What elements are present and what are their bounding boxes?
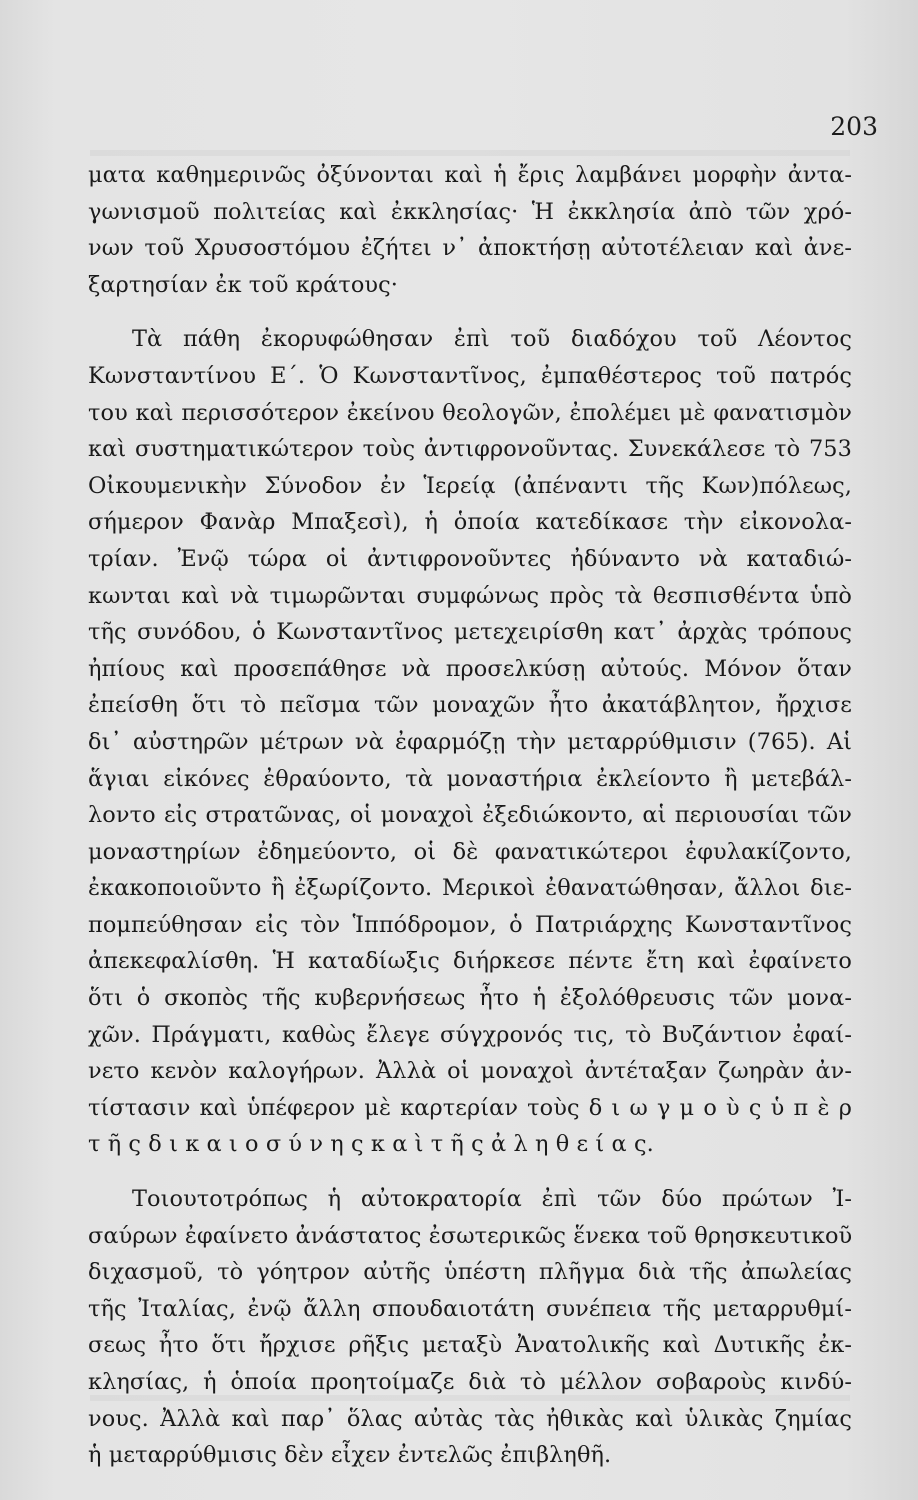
paragraph xyxy=(88,321,852,1163)
text-line: καὶ συστηματικώτερον τοὺς ἀντιφρονοῦντας. Συνεκάλεσε τὸ 753 xyxy=(88,436,852,463)
text-line: ξαρτησίαν ἐκ τοῦ κράτους· xyxy=(88,271,398,298)
body-text xyxy=(88,157,852,1474)
text-line: ἐπείσθη ὅτι τὸ πεῖσμα τῶν μοναχῶν ἦτο ἀκατάβλητον, ἤρχισε xyxy=(88,692,852,719)
text-line: διχασμοῦ, τὸ γόητρον αὐτῆς ὑπέστη πλῆγμα διὰ τῆς ἀπωλείας xyxy=(88,1259,852,1286)
text-line: Τοιουτοτρόπως ἡ αὐτοκρατορία ἐπὶ τῶν δύο πρώτων Ἰ- xyxy=(132,1186,852,1213)
text-line: Τὰ πάθη ἐκορυφώθησαν ἐπὶ τοῦ διαδόχου τοῦ Λέοντος xyxy=(132,326,852,353)
text-line: Οἰκουμενικὴν Σύνοδον ἐν Ἱερείᾳ (ἀπέναντι τῆς Κων)πόλεως, xyxy=(88,472,852,499)
text-line: σαύρων ἐφαίνετο ἀνάστατος ἐσωτερικῶς ἕνεκα τοῦ θρησκευτικοῦ xyxy=(88,1222,853,1249)
text-line: του καὶ περισσότερον ἐκείνου θεολογῶν, ἐπολέμει μὲ φανατισμὸν xyxy=(88,399,852,426)
text-line: ὅτι ὁ σκοπὸς τῆς κυβερνήσεως ἦτο ἡ ἐξολόθρευσις τῶν μονα- xyxy=(88,985,852,1012)
text-line: σήμερον Φανὰρ Μπαξεσὶ), ἡ ὁποία κατεδίκασε τὴν εἰκονολα- xyxy=(88,509,852,536)
text-line: ἠπίους καὶ προσεπάθησε νὰ προσελκύσῃ αὐτούς. Μόνον ὅταν xyxy=(88,655,852,682)
text-line: χῶν. Πράγματι, καθὼς ἔλεγε σύγχρονός τις, τὸ Βυζάντιον ἐφαί- xyxy=(88,1021,852,1048)
text-line: τῆς συνόδου, ὁ Κωνσταντῖνος μετεχειρίσθη κατ᾿ ἀρχὰς τρόπους xyxy=(88,619,852,646)
text-line: νους. Ἀλλὰ καὶ παρ᾿ ὅλας αὐτὰς τὰς ἠθικὰς καὶ ὑλικὰς ζημίας xyxy=(88,1405,852,1432)
text-line: λοντο εἰς στρατῶνας, οἱ μοναχοὶ ἐξεδιώκοντο, αἱ περιουσίαι τῶν xyxy=(88,802,852,829)
text-line: σεως ἦτο ὅτι ἤρχισε ρῆξις μεταξὺ Ἀνατολικῆς καὶ Δυτικῆς ἐκ- xyxy=(88,1332,852,1359)
paragraph xyxy=(88,1181,852,1474)
text-line: τρίαν. Ἐνῷ τώρα οἱ ἀντιφρονοῦντες ἠδύναντο νὰ καταδιώ- xyxy=(88,545,852,572)
text-line: ἡ μεταρρύθμισις δὲν εἶχεν ἐντελῶς ἐπιβληθῆ. xyxy=(88,1442,612,1469)
text-line: πομπεύθησαν εἰς τὸν Ἱππόδρομον, ὁ Πατριάρχης Κωνσταντῖνος xyxy=(88,911,852,938)
text-line: τ ῆ ς δ ι κ α ι ο σ ύ ν η ς κ α ὶ τ ῆ ς ἀ λ η θ ε ί α ς. xyxy=(88,1131,654,1158)
paragraph xyxy=(88,157,852,303)
bleed-through-shadow xyxy=(90,150,850,156)
text-line: κλησίας, ἡ ὁποία προητοίμαζε διὰ τὸ μέλλον σοβαροὺς κινδύ- xyxy=(88,1369,852,1395)
text-line: ἐκακοποιοῦντο ἢ ἐξωρίζοντο. Μερικοὶ ἐθανατώθησαν, ἄλλοι διε- xyxy=(88,875,852,902)
text-line: νετο κενὸν καλογήρων. Ἀλλὰ οἱ μοναχοὶ ἀντέταξαν ζωηρὰν ἀν- xyxy=(88,1058,852,1085)
text-line: τῆς Ἰταλίας, ἐνῷ ἄλλη σπουδαιοτάτη συνέπεια τῆς μεταρρυθμί- xyxy=(88,1295,852,1322)
text-line: ἅγιαι εἰκόνες ἐθραύοντο, τὰ μοναστήρια ἐκλείοντο ἢ μετεβάλ- xyxy=(88,765,852,792)
text-line: νων τοῦ Χρυσοστόμου ἐζήτει ν᾿ ἀποκτήσῃ αὐτοτέλειαν καὶ ἀνε- xyxy=(88,235,852,262)
text-line: Κωνσταντίνου Ε΄. Ὁ Κωνσταντῖνος, ἐμπαθέστερος τοῦ πατρός xyxy=(88,362,852,389)
text-line: κωνται καὶ νὰ τιμωρῶνται συμφώνως πρὸς τὰ θεσπισθέντα ὑπὸ xyxy=(88,582,852,609)
text-line: γωνισμοῦ πολιτείας καὶ ἐκκλησίας· Ἡ ἐκκλησία ἀπὸ τῶν χρό- xyxy=(88,198,852,225)
text-line: ἀπεκεφαλίσθη. Ἡ καταδίωξις διήρκεσε πέντε ἔτη καὶ ἐφαίνετο xyxy=(88,948,852,975)
page-number: 203 xyxy=(830,112,878,141)
text-line: δι᾿ αὐστηρῶν μέτρων νὰ ἐφαρμόζῃ τὴν μεταρρύθμισιν (765). Αἱ xyxy=(88,728,852,755)
text-line: τίστασιν καὶ ὑπέφερον μὲ καρτερίαν τοὺς δ ι ω γ μ ο ὺ ς ὑ π ὲ ρ xyxy=(88,1094,852,1121)
text-line: μοναστηρίων ἐδημεύοντο, οἱ δὲ φανατικώτεροι ἐφυλακίζοντο, xyxy=(88,838,852,865)
text-line: ματα καθημερινῶς ὀξύνονται καὶ ἡ ἔρις λαμβάνει μορφὴν ἀντα- xyxy=(88,162,852,188)
